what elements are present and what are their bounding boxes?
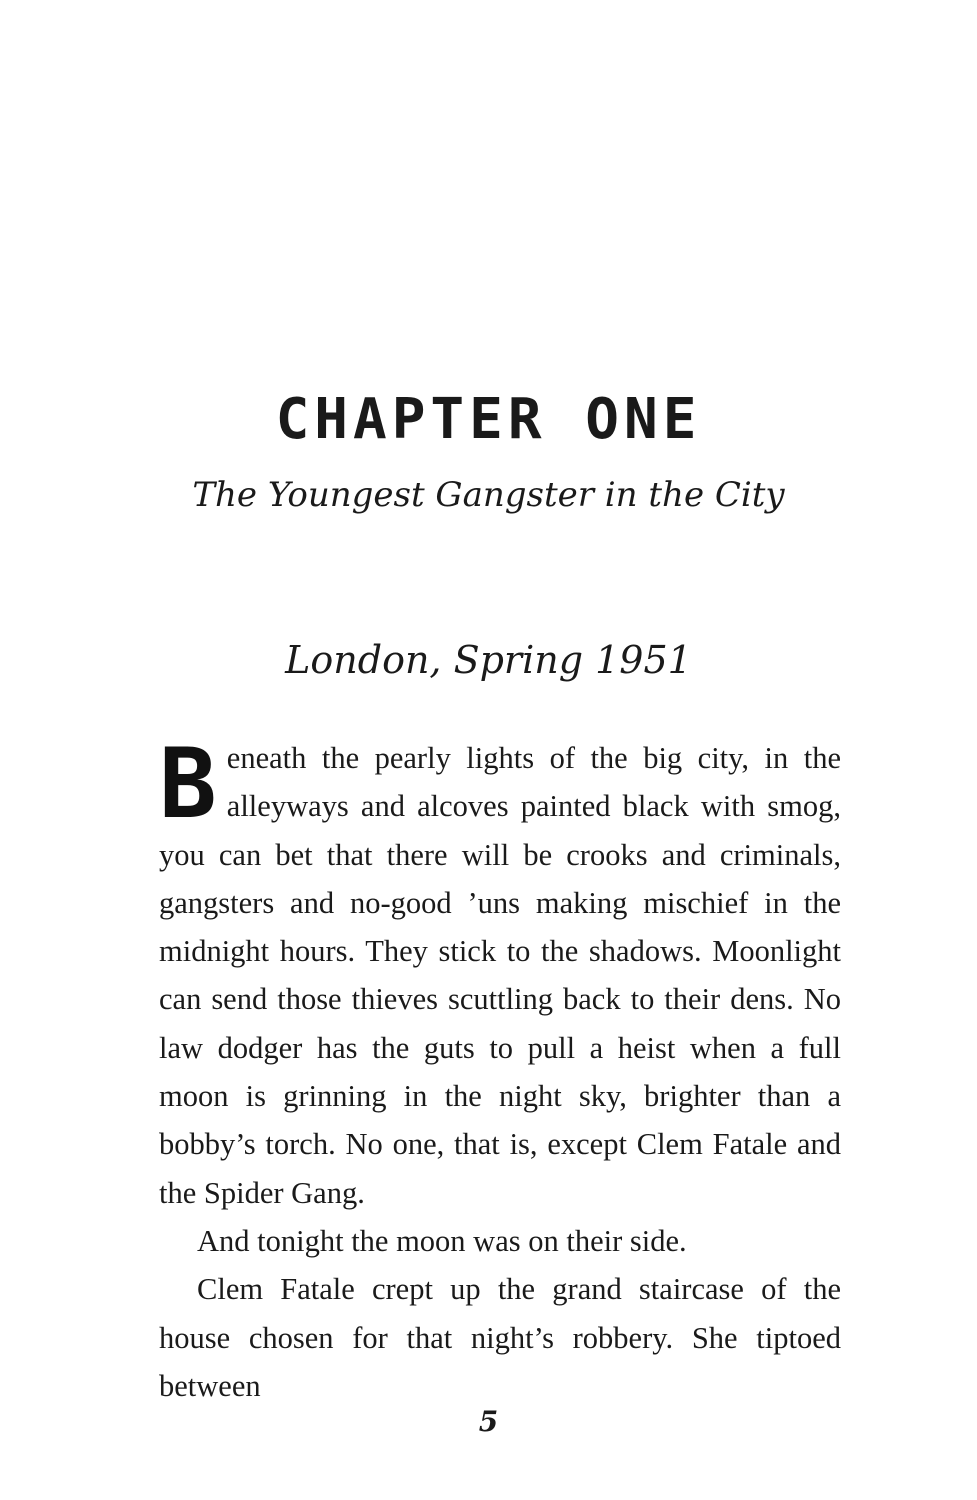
body-text xyxy=(159,728,841,1410)
place-date-heading: London, Spring 1951 xyxy=(285,638,692,682)
chapter-heading: CHAPTER ONE xyxy=(275,387,702,452)
drop-cap: B xyxy=(159,728,217,840)
paragraph-2: And tonight the moon was on their side. xyxy=(197,1223,687,1258)
chapter-subtitle: The Youngest Gangster in the City xyxy=(192,475,785,515)
paragraph-1-text: eneath the pearly lights of the big city, in the alleyways and alcoves painted black with smog, you can bet that there will be crooks and criminals, gangsters and no-good ’uns making mischief in the midnight hours. They stick to the shadows. Moonlight can send those thieves scuttling back to their dens. No law dodger has the guts to pull a heist when a full moon is grinning in the night sky, brighter than a bobby’s torch. No one, that is, except Clem Fatale and the Spider Gang. xyxy=(159,741,841,1210)
paragraph-3: Clem Fatale crept up the grand staircase of the house chosen for that night’s robbery. She tiptoed between xyxy=(159,1272,841,1403)
paragraph-1 xyxy=(159,728,841,1217)
page-number: 5 xyxy=(478,1405,499,1438)
